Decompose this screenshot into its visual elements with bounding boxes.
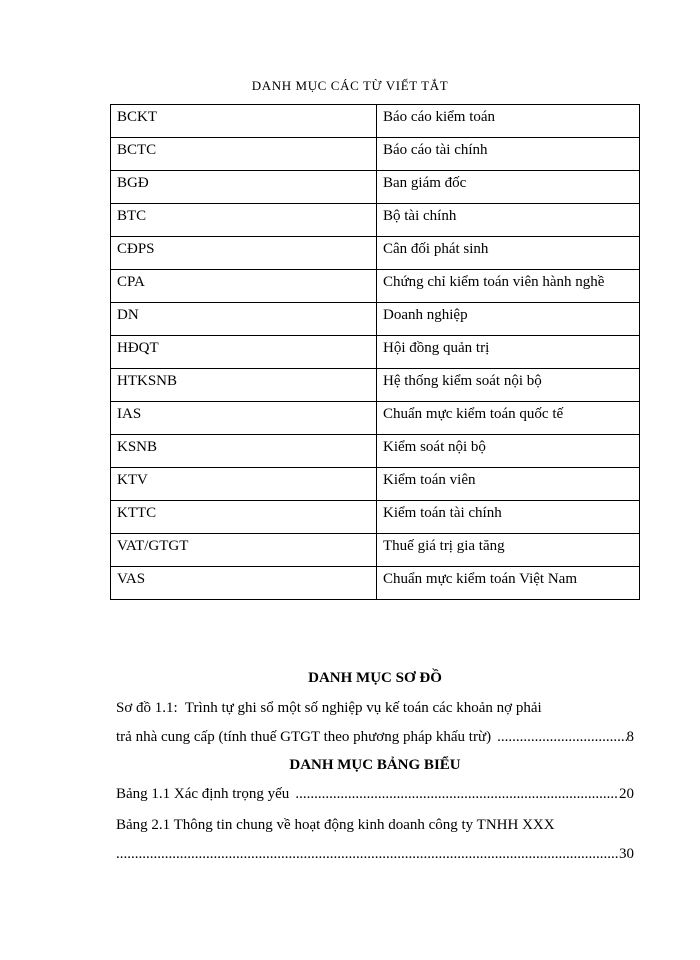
abbreviation-code: VAS xyxy=(117,571,146,587)
dot-leader xyxy=(295,786,619,803)
meaning-cell xyxy=(377,171,640,204)
meaning-cell xyxy=(377,369,640,402)
abbreviation-row xyxy=(111,501,640,534)
abbreviation-row xyxy=(111,303,640,336)
abbreviation-code: IAS xyxy=(117,406,142,422)
abbreviation-code: BCTC xyxy=(117,142,157,158)
table-item-1-page: 20 xyxy=(619,786,634,802)
abbreviation-code: HTKSNB xyxy=(117,373,178,389)
abbreviation-meaning: Kiểm toán viên xyxy=(383,472,476,488)
abbreviation-code: DN xyxy=(117,307,139,323)
abbreviation-row xyxy=(111,270,640,303)
abbreviation-cell xyxy=(111,237,377,270)
abbreviations-title: DANH MỤC CÁC TỪ VIẾT TẮT xyxy=(251,78,449,93)
meaning-cell xyxy=(377,270,640,303)
tables-title: DANH MỤC BẢNG BIỂU xyxy=(289,757,461,773)
abbreviation-code: BCKT xyxy=(117,109,158,125)
meaning-cell xyxy=(377,303,640,336)
diagram-item-1-text-cont: trả nhà cung cấp (tính thuế GTGT theo phương pháp khấu trừ) xyxy=(116,729,492,745)
abbreviation-row xyxy=(111,204,640,237)
abbreviation-meaning: Hội đồng quản trị xyxy=(383,340,490,356)
abbreviation-cell xyxy=(111,138,377,171)
abbreviation-meaning: Chứng chỉ kiểm toán viên hành nghề xyxy=(383,274,605,290)
abbreviation-row xyxy=(111,171,640,204)
diagram-item-1-line-1 xyxy=(116,700,634,717)
abbreviation-row xyxy=(111,336,640,369)
abbreviation-cell xyxy=(111,303,377,336)
meaning-cell xyxy=(377,204,640,237)
abbreviation-meaning: Hệ thống kiểm soát nội bộ xyxy=(383,373,542,389)
abbreviation-cell xyxy=(111,435,377,468)
abbreviation-row xyxy=(111,237,640,270)
meaning-cell xyxy=(377,567,640,600)
diagrams-title: DANH MỤC SƠ ĐỒ xyxy=(308,670,442,686)
abbreviation-meaning: Chuẩn mực kiểm toán Việt Nam xyxy=(383,571,577,587)
abbreviation-row xyxy=(111,534,640,567)
abbreviations-table xyxy=(110,104,640,600)
meaning-cell xyxy=(377,468,640,501)
abbreviation-meaning: Doanh nghiệp xyxy=(383,307,468,323)
abbreviation-cell xyxy=(111,105,377,138)
abbreviation-row xyxy=(111,468,640,501)
dot-leader xyxy=(497,729,626,746)
abbreviation-row xyxy=(111,138,640,171)
diagram-item-1-text: Sơ đồ 1.1: Trình tự ghi sổ một số nghiệp vụ kế toán các khoản nợ phải xyxy=(116,700,542,716)
abbreviation-cell xyxy=(111,369,377,402)
abbreviation-row xyxy=(111,435,640,468)
abbreviation-meaning: Chuẩn mực kiểm toán quốc tế xyxy=(383,406,564,422)
abbreviation-cell xyxy=(111,501,377,534)
table-item-2-line-1 xyxy=(116,817,634,834)
abbreviation-meaning: Bộ tài chính xyxy=(383,208,457,224)
abbreviation-cell xyxy=(111,402,377,435)
abbreviation-code: BTC xyxy=(117,208,147,224)
abbreviation-meaning: Cân đối phát sinh xyxy=(383,241,489,257)
abbreviation-row xyxy=(111,567,640,600)
abbreviation-meaning: Báo cáo kiểm toán xyxy=(383,109,496,125)
abbreviation-meaning: Ban giám đốc xyxy=(383,175,467,191)
abbreviation-code: KTV xyxy=(117,472,148,488)
abbreviation-meaning: Kiểm soát nội bộ xyxy=(383,439,486,455)
table-item-2-line-2 xyxy=(116,846,634,863)
meaning-cell xyxy=(377,138,640,171)
abbreviation-code: HĐQT xyxy=(117,340,159,356)
table-item-2-text: Bảng 2.1 Thông tin chung về hoạt động kinh doanh công ty TNHH XXX xyxy=(116,817,555,833)
table-item-1 xyxy=(116,786,634,803)
abbreviation-code: BGĐ xyxy=(117,175,149,191)
abbreviation-code: KTTC xyxy=(117,505,157,521)
abbreviation-row xyxy=(111,105,640,138)
dot-leader xyxy=(116,846,619,863)
meaning-cell xyxy=(377,402,640,435)
meaning-cell xyxy=(377,534,640,567)
abbreviation-cell xyxy=(111,336,377,369)
table-item-2-page: 30 xyxy=(619,846,634,862)
abbreviation-cell xyxy=(111,468,377,501)
table-item-1-text: Bảng 1.1 Xác định trọng yếu xyxy=(116,786,290,802)
meaning-cell xyxy=(377,237,640,270)
meaning-cell xyxy=(377,105,640,138)
abbreviation-cell xyxy=(111,534,377,567)
abbreviation-code: CPA xyxy=(117,274,145,290)
abbreviation-cell xyxy=(111,204,377,237)
abbreviation-cell xyxy=(111,567,377,600)
meaning-cell xyxy=(377,336,640,369)
abbreviation-row xyxy=(111,402,640,435)
abbreviation-meaning: Báo cáo tài chính xyxy=(383,142,488,158)
diagram-item-1-page: 8 xyxy=(626,729,634,745)
meaning-cell xyxy=(377,435,640,468)
abbreviation-row xyxy=(111,369,640,402)
abbreviation-meaning: Kiểm toán tài chính xyxy=(383,505,502,521)
abbreviation-code: KSNB xyxy=(117,439,158,455)
abbreviation-code: CĐPS xyxy=(117,241,155,257)
abbreviation-cell xyxy=(111,270,377,303)
diagram-item-1-line-2 xyxy=(116,729,634,746)
abbreviation-code: VAT/GTGT xyxy=(117,538,189,554)
abbreviation-cell xyxy=(111,171,377,204)
meaning-cell xyxy=(377,501,640,534)
abbreviation-meaning: Thuế giá trị gia tăng xyxy=(383,538,505,554)
